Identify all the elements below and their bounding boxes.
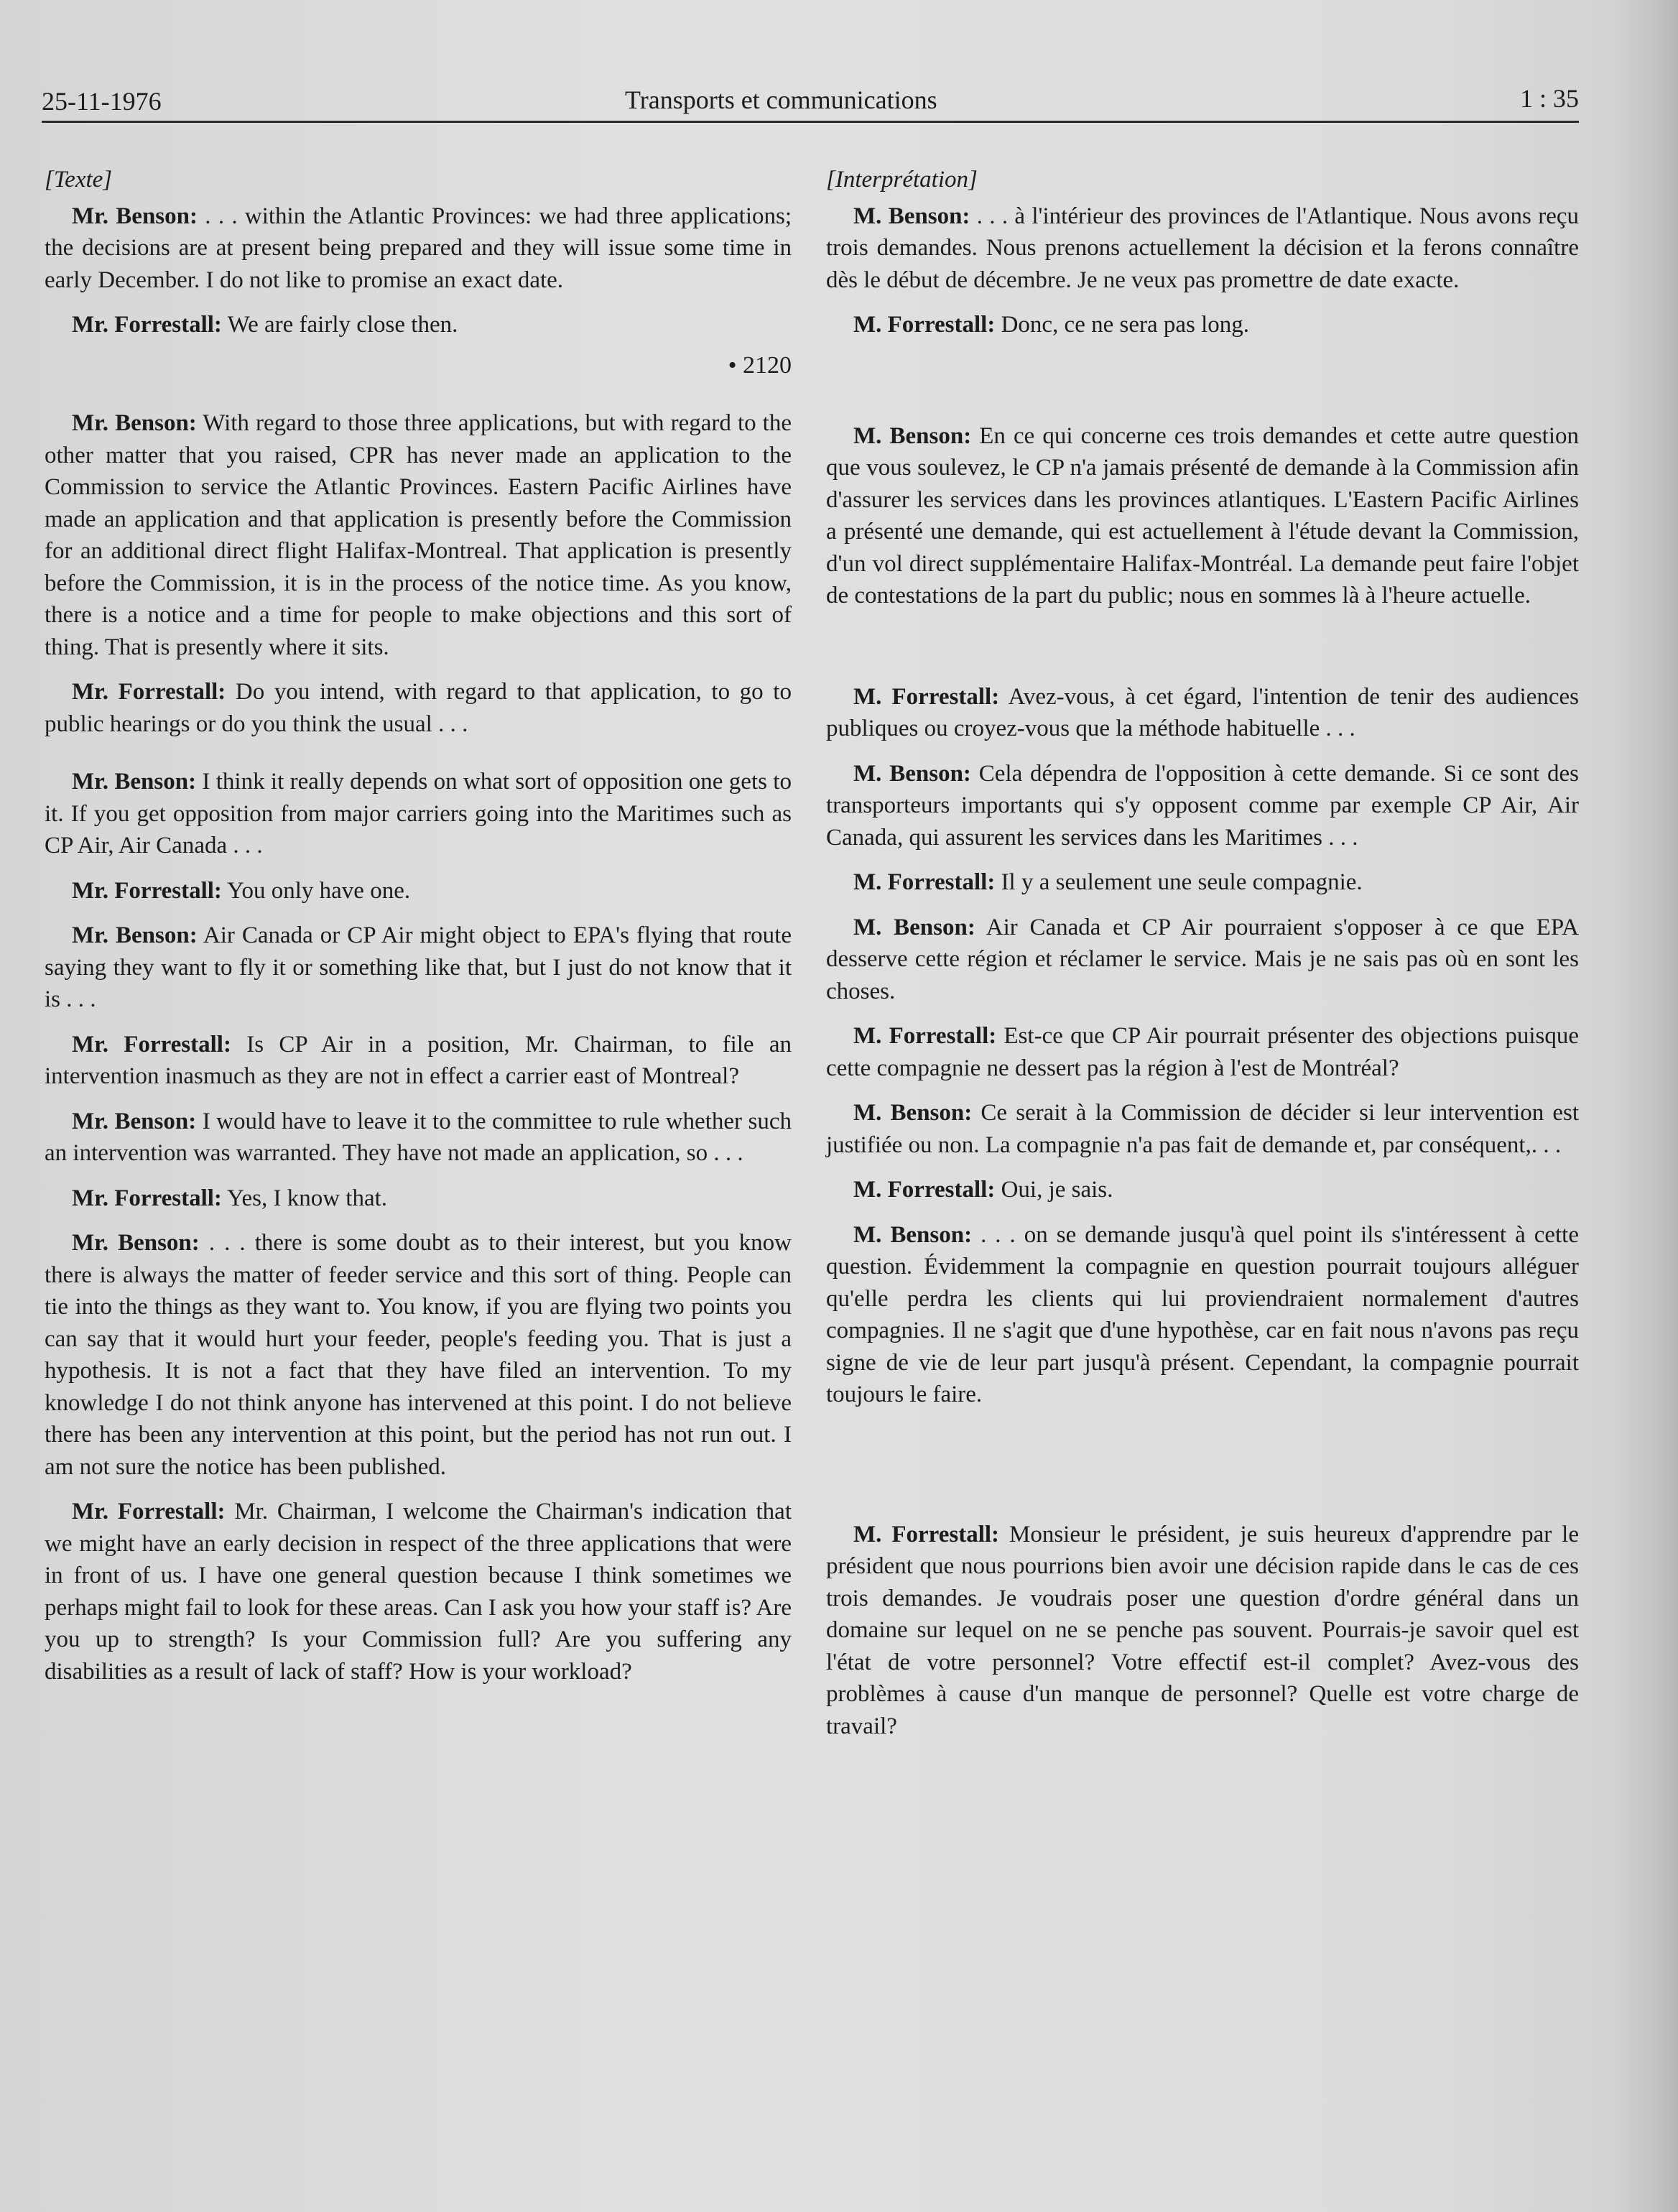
transcript-paragraph	[45, 1227, 792, 1483]
speaker-name: Mr. Forrestall:	[72, 312, 222, 338]
transcript-paragraph	[826, 1519, 1579, 1743]
transcript-paragraph	[826, 758, 1579, 854]
speaker-name: Mr. Benson:	[72, 410, 197, 436]
speech-text: En ce qui concerne ces trois demandes et cette autre question que vous soulevez, le CP n'a jamais présenté de demande à la Commission afin d'assurer les services dans les provinces atlantiques. L'Eastern Pacific Airlines a présenté une demande, qui est actuellement à l'étude devant la Commission, d'un vol direct supplémentaire Halifax-Montréal. La demande peut faire l'objet de contestations de la part du public; nous en sommes là à l'heure actuelle.	[826, 422, 1580, 608]
transcript-paragraph	[826, 1219, 1579, 1411]
speech-text: Ce serait à la Commission de décider si leur intervention est justifiée ou non. La compagnie n'a pas fait de demande et, par conséquent,. . .	[826, 1100, 1579, 1158]
speaker-name: Mr. Benson:	[72, 1230, 200, 1256]
speech-text: Oui, je sais.	[995, 1177, 1113, 1203]
header-title: Transports et communications	[625, 85, 937, 114]
time-marker: • 2120	[728, 351, 792, 379]
page-header	[42, 78, 1579, 123]
transcript-paragraph	[826, 200, 1579, 297]
speaker-name: M. Benson:	[853, 1100, 973, 1126]
speech-text: Air Canada or CP Air might object to EPA's flying that route saying they want to fly it or something like that, but I just do not know that it is . . .	[45, 922, 792, 1012]
speaker-name: Mr. Benson:	[72, 922, 198, 948]
transcript-paragraph	[45, 1106, 792, 1170]
header-date: 25-11-1976	[42, 87, 162, 116]
speech-text: Cela dépendra de l'opposition à cette demande. Si ce sont des transporteurs importants qui s'y opposent comme par exemple CP Air, Air Canada, qui assurent les services dans les Maritimes . . .	[826, 760, 1579, 851]
speech-text: . . . on se demande jusqu'à quel point ils s'intéressent à cette question. Évidemment la compagnie en question pourrait toujours alléguer qu'elle perdra les clients qui lui proviendraient normalement d'autres compagnies. Il ne s'agit que d'une hypothèse, car en fait nous n'avons pas reçu signe de vie de leur part jusqu'à présent. Cependant, la compagnie pourrait toujours le faire.	[826, 1221, 1579, 1407]
language-tag: [Interprétation]	[826, 167, 978, 193]
speech-text: Do you intend, with regard to that application, to go to public hearings or do you think the usual . . .	[45, 679, 792, 737]
transcript-paragraph	[45, 920, 792, 1016]
speech-text: We are fairly close then.	[221, 312, 458, 338]
speech-text: You only have one.	[221, 877, 411, 904]
speaker-name: M. Benson:	[853, 422, 972, 449]
speech-text: Avez-vous, à cet égard, l'intention de tenir des audiences publiques ou croyez-vous que la méthode habituelle . . .	[826, 683, 1579, 741]
transcript-paragraph	[826, 1097, 1579, 1161]
speaker-name: M. Benson:	[853, 914, 975, 940]
page-edge-shadow	[1613, 0, 1678, 2212]
speech-text: Monsieur le président, je suis heureux d'apprendre par le président que nous pourrions bien avoir une décision rapide dans le cas de ces trois demandes. Je voudrais poser une question d'ordre général dans un domaine sur lequel on ne se penche pas souvent. Pourrais-je savoir quel est l'état de votre personnel? Votre effectif est-il complet? Avez-vous des problèmes à cause d'un manque de personnel? Quelle est votre charge de travail?	[826, 1521, 1579, 1739]
speaker-name: Mr. Forrestall:	[72, 679, 226, 705]
transcript-paragraph	[45, 200, 792, 297]
speech-text: . . . within the Atlantic Provinces: we had three applications; the decisions are at present being prepared and they will issue some time in early December. I do not like to promise an exact date.	[45, 203, 792, 293]
transcript-paragraph	[45, 309, 792, 341]
speech-text: . . . à l'intérieur des provinces de l'Atlantique. Nous avons reçu trois demandes. Nous prenons actuellement la décision et la ferons connaître dès le début de décembre. Je ne veux pas promettre de date exacte.	[826, 203, 1579, 293]
transcript-paragraph	[826, 420, 1579, 612]
speaker-name: M. Benson:	[853, 1221, 973, 1248]
speaker-name: M. Forrestall:	[853, 869, 996, 895]
speaker-name: Mr. Forrestall:	[72, 1031, 231, 1058]
transcript-paragraph	[826, 1020, 1579, 1084]
transcript-paragraph	[826, 866, 1579, 899]
transcript-paragraph	[45, 875, 792, 907]
transcript-paragraph	[45, 766, 792, 862]
transcript-paragraph	[45, 1183, 792, 1215]
speaker-name: M. Benson:	[853, 760, 971, 787]
speaker-name: M. Forrestall:	[853, 312, 996, 338]
transcript-paragraph	[826, 309, 1579, 341]
transcript-paragraph	[45, 407, 792, 663]
header-page-number: 1 : 35	[1519, 84, 1579, 113]
speech-text: Is CP Air in a position, Mr. Chairman, to file an intervention inasmuch as they are not in effect a carrier east of Montreal?	[45, 1031, 792, 1089]
left-column	[45, 164, 792, 1688]
speaker-name: Mr. Benson:	[72, 203, 198, 229]
speech-text: I would have to leave it to the committee to rule whether such an intervention was warranted. They have not made an application, so . . .	[45, 1108, 792, 1166]
language-tag: [Texte]	[45, 167, 113, 193]
speech-text: . . . there is some doubt as to their interest, but you know there is always the matter of feeder service and this sort of thing. People can tie into the things as they want to. You know, if you are flying two points you can say that it would hurt your feeder, people's feeding you. That is just a hypothesis. It is not a fact that they have filed an intervention. To my knowledge I do not think anyone has intervened at this point. I do not believe there has been any intervention at this point, but the period has not run out. I am not sure the notice has been published.	[45, 1230, 792, 1480]
speaker-name: M. Benson:	[853, 203, 970, 229]
speaker-name: M. Forrestall:	[853, 1521, 1000, 1547]
speech-text: With regard to those three applications, but with regard to the other matter that you raised, CPR has never made an application to the Commission to service the Atlantic Provinces. Eastern Pacific Airlines have made an application and that application is presently before the Commission for an additional direct flight Halifax-Montreal. That application is presently before the Commission, it is in the process of the notice time. As you know, there is a notice and a time for people to make objections and this sort of thing. That is presently where it sits.	[45, 410, 792, 660]
speech-text: Donc, ce ne sera pas long.	[995, 312, 1250, 338]
speech-text: Il y a seulement une seule compagnie.	[995, 869, 1363, 895]
speaker-name: Mr. Benson:	[72, 769, 197, 795]
speech-text: Air Canada et CP Air pourraient s'opposer à ce que EPA desserve cette région et réclamer le service. Mais je ne sais pas où en sont les choses.	[826, 914, 1579, 1004]
transcript-paragraph	[45, 1496, 792, 1688]
speaker-name: Mr. Forrestall:	[72, 1185, 222, 1211]
speech-text: I think it really depends on what sort of opposition one gets to it. If you get opposition from major carriers going into the Maritimes such as CP Air, Air Canada . . .	[45, 769, 792, 859]
speaker-name: Mr. Forrestall:	[72, 877, 222, 904]
speaker-name: M. Forrestall:	[853, 1023, 997, 1049]
speaker-name: Mr. Forrestall:	[72, 1499, 226, 1524]
speaker-name: Mr. Benson:	[72, 1108, 197, 1134]
transcript-paragraph	[45, 676, 792, 740]
speaker-name: M. Forrestall:	[853, 683, 1000, 710]
speaker-name: M. Forrestall:	[853, 1177, 996, 1203]
transcript-paragraph	[826, 681, 1579, 745]
speech-text: Yes, I know that.	[221, 1185, 388, 1211]
speech-text: Est-ce que CP Air pourrait présenter des objections puisque cette compagnie ne dessert pas la région à l'est de Montréal?	[826, 1023, 1579, 1081]
transcript-paragraph	[45, 1029, 792, 1093]
transcript-paragraph	[826, 912, 1579, 1008]
transcript-paragraph	[826, 1174, 1579, 1206]
right-column	[826, 164, 1579, 1742]
speech-text: Mr. Chairman, I welcome the Chairman's indication that we might have an early decision in respect of the three applications that were in front of us. I have one general question because I think sometimes we perhaps might fail to look for these areas. Can I ask you how your staff is? Are you up to strength? Is your Commission full? Are you suffering any disabilities as a result of lack of staff? How is your workload?	[45, 1499, 792, 1685]
